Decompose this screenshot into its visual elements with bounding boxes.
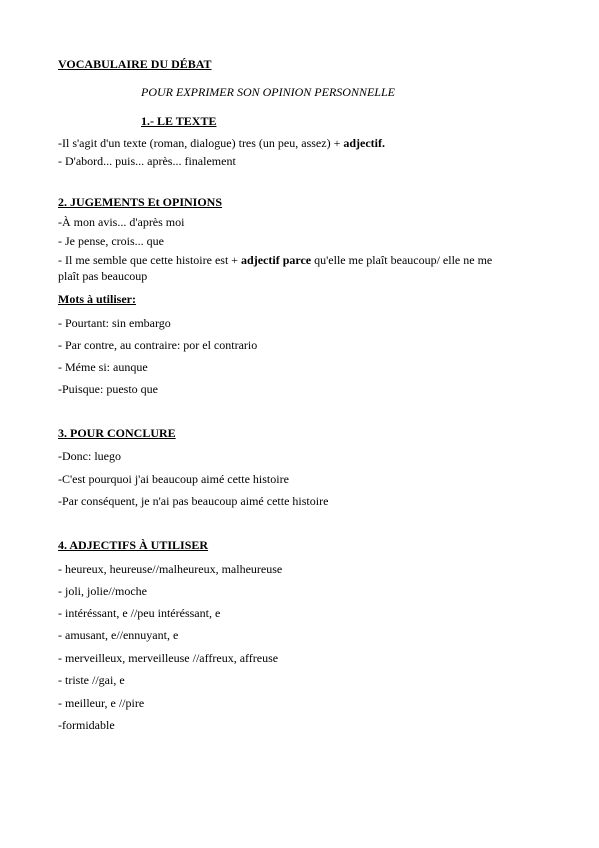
- section-2-line-3-text: - Il me semble que cette histoire est +: [58, 253, 242, 267]
- adjective-item: - triste //gai, e: [58, 673, 125, 687]
- section-1-line-1-text: -Il s'agit d'un texte (roman, dialogue) tres (un peu, assez) +: [58, 136, 344, 150]
- section-1-line-1: [58, 136, 385, 151]
- adjective-item: - heureux, heureuse//malheureux, malheureuse: [58, 562, 283, 576]
- section-3-line-3: -Par conséquent, je n'ai pas beaucoup aimé cette histoire: [58, 494, 329, 508]
- section-2-line-3-continued: plaît pas beaucoup: [58, 269, 148, 283]
- adjective-item: - merveilleux, merveilleuse //affreux, affreuse: [58, 651, 279, 665]
- adjective-item: - joli, jolie//moche: [58, 584, 147, 598]
- adjective-item: - meilleur, e //pire: [58, 696, 145, 710]
- words-heading: Mots à utiliser:: [58, 292, 136, 306]
- adjective-item: - intéréssant, e //peu intéréssant, e: [58, 606, 221, 620]
- adjective-item: -formidable: [58, 718, 115, 732]
- word-item: -Puisque: puesto que: [58, 382, 158, 396]
- section-2-line-3-bold: adjectif parce: [241, 253, 312, 267]
- section-3-line-2: -C'est pourquoi j'ai beaucoup aimé cette histoire: [58, 472, 289, 486]
- section-2-line-2: - Je pense, crois... que: [58, 234, 164, 248]
- section-2-heading: 2. JUGEMENTS Et OPINIONS: [58, 195, 223, 209]
- section-2-line-3: [58, 253, 492, 268]
- section-3-line-1: -Donc: luego: [58, 449, 121, 463]
- adjective-item: - amusant, e//ennuyant, e: [58, 628, 179, 642]
- word-item: - Méme si: aunque: [58, 360, 148, 374]
- section-2-line-1: -À mon avis... d'après moi: [58, 215, 185, 229]
- document-subtitle: POUR EXPRIMER SON OPINION PERSONNELLE: [141, 85, 395, 99]
- section-1-line-2: - D'abord... puis... après... finalement: [58, 154, 236, 168]
- section-3-heading: 3. POUR CONCLURE: [58, 426, 176, 440]
- section-4-heading: 4. ADJECTIFS À UTILISER: [58, 538, 209, 552]
- word-item: - Par contre, au contraire: por el contrario: [58, 338, 258, 352]
- word-item: - Pourtant: sin embargo: [58, 316, 171, 330]
- section-1-heading: 1.- LE TEXTE: [141, 114, 217, 128]
- section-2-line-3-tail: qu'elle me plaît beaucoup/ elle ne me: [311, 253, 493, 267]
- document-title: VOCABULAIRE DU DÉBAT: [58, 57, 212, 71]
- section-1-line-1-bold: adjectif.: [343, 136, 385, 150]
